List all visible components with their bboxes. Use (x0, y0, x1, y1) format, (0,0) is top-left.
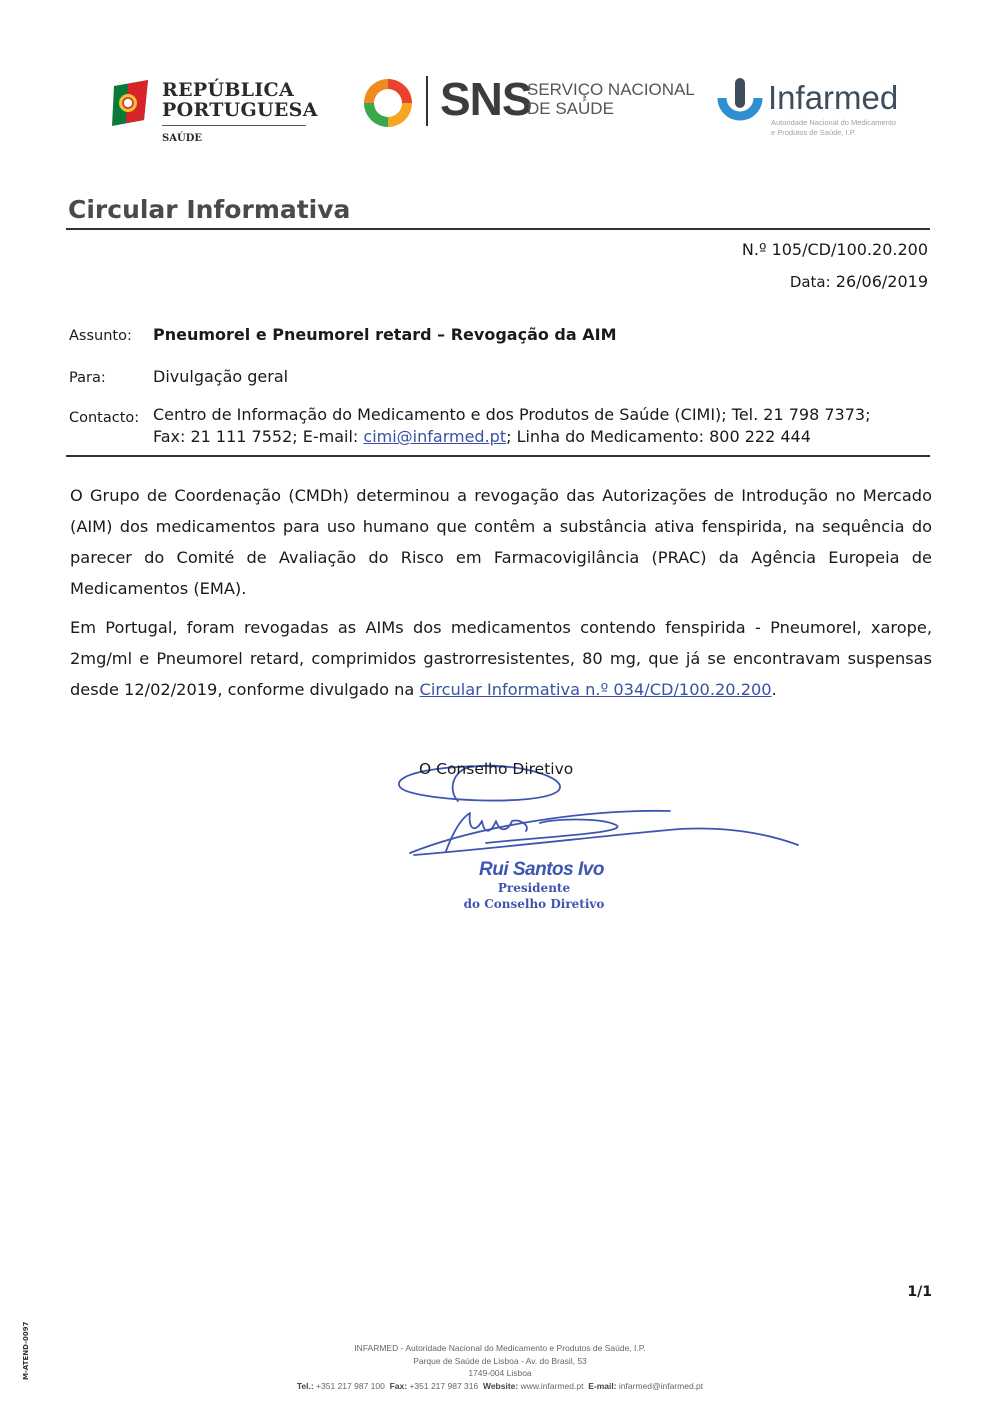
infarmed-tagline-line2: e Produtos de Saúde, I.P. (771, 128, 856, 137)
body-paragraph-2 (70, 612, 932, 705)
subject-label: Assunto: (69, 328, 132, 344)
title-divider (66, 228, 930, 230)
recipient-label: Para: (69, 370, 106, 386)
footer-web[interactable]: www.infarmed.pt (520, 1381, 584, 1391)
date-label: Data: (789, 273, 831, 291)
infarmed-drop-icon (716, 76, 764, 124)
form-code: M-ATEND-0097 (22, 1321, 30, 1380)
signatory-role: Presidente (497, 881, 571, 895)
republica-subtitle: SAÚDE (162, 133, 202, 144)
footer-web-label: Website: (482, 1381, 519, 1391)
circular-date (790, 272, 928, 291)
footer-tel: +351 217 987 100 (316, 1381, 385, 1391)
contact-line1: Centro de Informação do Medicamento e dos Produtos de Saúde (CIMI); Tel. 21 798 7373; (153, 405, 871, 424)
sns-divider (426, 76, 428, 126)
contact-email-link[interactable]: cimi@infarmed.pt (363, 427, 507, 446)
paragraph-2-end: . (771, 680, 777, 699)
sns-fullname (527, 80, 695, 118)
signature-label: O Conselho Diretivo (419, 760, 574, 778)
republica-portuguesa-wordmark (162, 80, 318, 120)
infarmed-wordmark: Infarmed (768, 79, 899, 116)
subject-value: Pneumorel e Pneumorel retard – Revogação da AIM (153, 325, 617, 344)
footer-email[interactable]: infarmed@infarmed.pt (618, 1381, 704, 1391)
signatory-name: Rui Santos Ivo (479, 859, 604, 880)
sns-line1: SERVIÇO NACIONAL (527, 80, 695, 99)
sns-abbreviation: SNS (440, 73, 532, 125)
date-value: 26/06/2019 (835, 272, 928, 291)
footer-email-label: E-mail: (588, 1381, 617, 1391)
footer-organization: INFARMED - Autoridade Nacional do Medicamento e Produtos de Saúde, I.P. (354, 1343, 646, 1353)
meta-divider (66, 455, 930, 457)
contact-label: Contacto: (69, 410, 140, 426)
circular-reference-link[interactable]: Circular Informativa n.º 034/CD/100.20.200 (419, 680, 772, 699)
page-number: 1/1 (907, 1284, 932, 1300)
infarmed-tagline-line1: Autoridade Nacional do Medicamento (771, 118, 897, 127)
sns-line2: DE SAÚDE (527, 99, 614, 118)
sns-ring-logo (362, 77, 414, 129)
document-title: Circular Informativa (68, 195, 351, 224)
signatory-body: do Conselho Diretivo (463, 897, 605, 911)
contact-fax: Fax: 21 111 7552; E-mail: (153, 427, 364, 446)
contact-line2 (153, 426, 943, 448)
circular-number: N.º 105/CD/100.20.200 (741, 240, 928, 259)
republica-divider (162, 125, 306, 126)
contact-hotline: ; Linha do Medicamento: 800 222 444 (506, 427, 811, 446)
footer-address: Parque de Saúde de Lisboa - Av. do Brasil, 53 (413, 1356, 587, 1366)
republica-line2: PORTUGUESA (162, 99, 318, 121)
republica-line1: REPÚBLICA (162, 79, 294, 101)
footer-postal-code: 1749-004 Lisboa (468, 1368, 532, 1378)
footer-fax-label: Fax: (389, 1381, 408, 1391)
republica-emblem-logo (108, 76, 152, 128)
infarmed-tagline (771, 118, 911, 138)
body-paragraph-1: O Grupo de Coordenação (CMDh) determinou a revogação das Autorizações de Introdução no Mercado (AIM) dos medicamentos para uso humano que contêm a substância ativa fenspirida, na sequência do parecer do Comité de Avaliação do Risco em Farmacovigilância (PRAC) da Agência Europeia de Medicamentos (EMA). (70, 486, 932, 598)
footer-tel-label: Tel.: (296, 1381, 314, 1391)
contact-details (153, 404, 943, 448)
recipient-value: Divulgação geral (153, 367, 289, 386)
paragraph-2-text: Em Portugal, foram revogadas as AIMs dos medicamentos contendo fenspirida - Pneumorel, xarope, 2mg/ml e Pneumorel retard, comprimidos gastrorresistentes, 80 mg, que já se encontravam suspensas desde 12/02/2019, conforme divulgado na (70, 618, 932, 699)
footer-contacts (0, 1380, 1000, 1392)
footer-fax: +351 217 987 316 (409, 1381, 479, 1391)
